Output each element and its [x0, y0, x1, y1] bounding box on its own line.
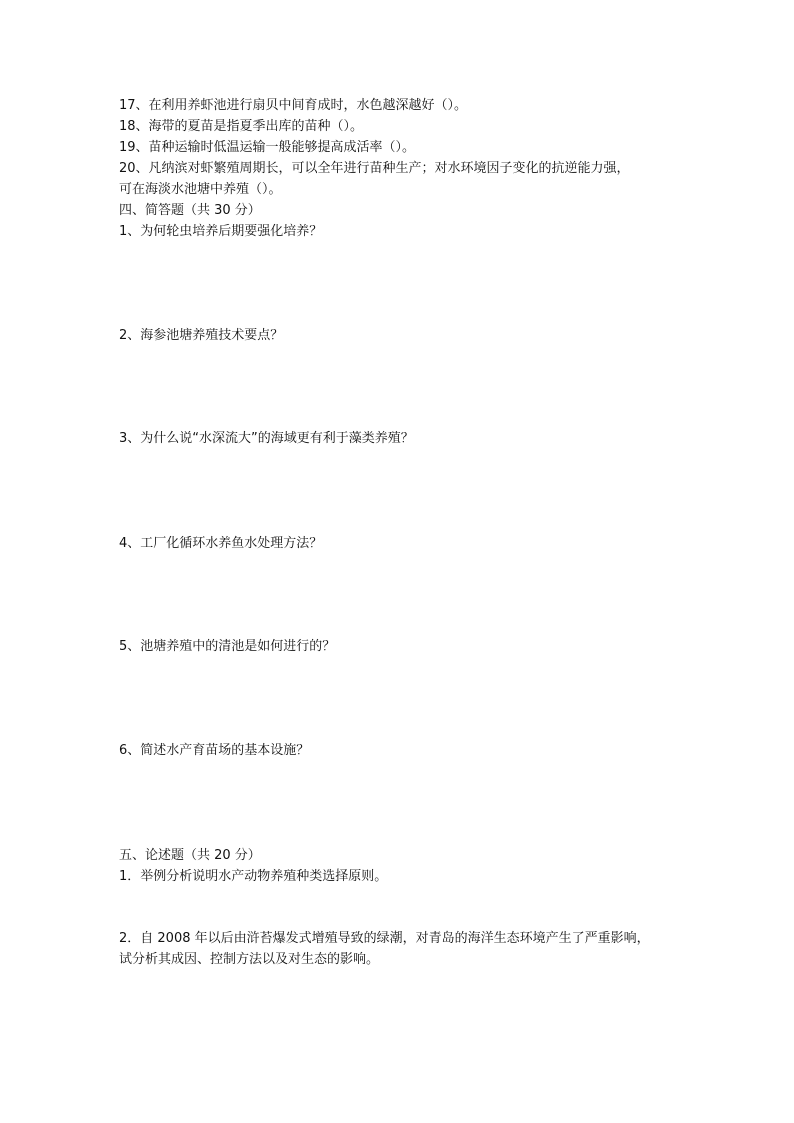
short-answer-question-6: 6、简述水产育苗场的基本设施？: [119, 743, 310, 758]
short-answer-question-3: 3、为什么说“水深流大”的海域更有利于藻类养殖？: [119, 431, 414, 446]
section-heading-short-answer: 四、简答题（共 30 分）: [119, 203, 261, 218]
essay-question-2-line-2: 试分析其成因、控制方法以及对生态的影响。: [119, 952, 380, 967]
short-answer-question-4: 4、工厂化循环水养鱼水处理方法？: [119, 536, 323, 551]
short-answer-question-5: 5、池塘养殖中的清池是如何进行的？: [119, 639, 336, 654]
short-answer-question-1: 1、为何轮虫培养后期要强化培养？: [119, 224, 323, 239]
question-20-line-1: 20、凡纳滨对虾繁殖周期长，可以全年进行苗种生产；对水环境因子变化的抗逆能力强，: [119, 161, 630, 176]
question-20-line-2: 可在海淡水池塘中养殖（）。: [119, 182, 282, 197]
section-heading-essay: 五、论述题（共 20 分）: [119, 848, 261, 863]
essay-question-2-line-1: 2．自 2008 年以后由浒苔爆发式增殖导致的绿潮，对青岛的海洋生态环境产生了严重影响，: [119, 931, 650, 946]
question-19: 19、苗种运输时低温运输一般能够提高成活率（）。: [119, 140, 416, 155]
short-answer-question-2: 2、海参池塘养殖技术要点？: [119, 328, 284, 343]
question-17: 17、在利用养虾池进行扇贝中间育成时，水色越深越好（）。: [119, 98, 468, 113]
essay-question-1: 1．举例分析说明水产动物养殖种类选择原则。: [119, 869, 388, 884]
question-18: 18、海带的夏苗是指夏季出库的苗种（）。: [119, 119, 364, 134]
